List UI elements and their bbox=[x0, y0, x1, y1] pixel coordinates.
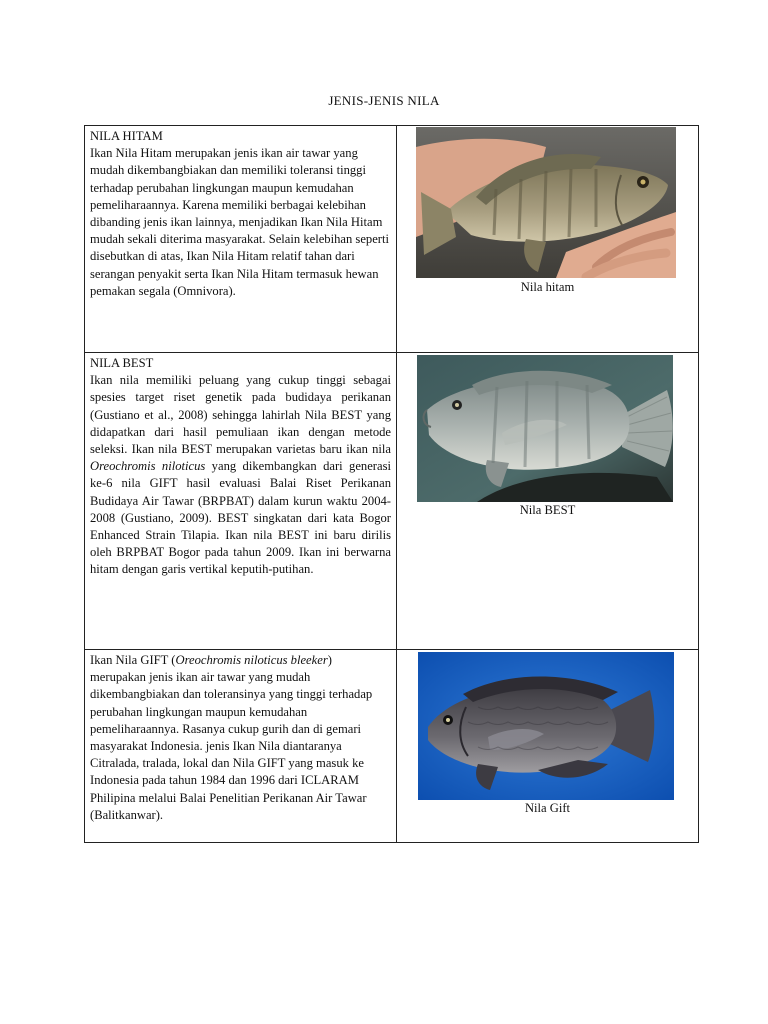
black-tilapia-photo-icon bbox=[416, 127, 676, 278]
photo-cell bbox=[397, 126, 699, 353]
description-cell bbox=[85, 353, 397, 650]
photo-caption: Nila Gift bbox=[524, 801, 571, 815]
tilapia-types-table bbox=[84, 125, 699, 843]
row-body bbox=[90, 372, 391, 578]
description-cell bbox=[85, 126, 397, 353]
document-title: JENIS-JENIS NILA bbox=[328, 93, 440, 108]
table-row bbox=[85, 353, 699, 650]
scientific-name: Oreochromis niloticus bbox=[90, 459, 206, 474]
table-row bbox=[85, 126, 699, 353]
body-text: Ikan nila memiliki peluang yang cukup tinggi sebagai spesies target riset genetik pada budidaya perikanan (Gustiano et al., 2008) sehingga lahirlah Nila BEST yang didapatkan dari hasil pemuliaan ikan dengan metode seleksi. Ikan nila BEST merupakan varietas baru ikan nila bbox=[90, 373, 391, 457]
row-heading: NILA HITAM bbox=[90, 129, 163, 143]
row-heading: NILA BEST bbox=[90, 356, 154, 370]
photo-cell bbox=[397, 650, 699, 843]
body-text: yang dikembangkan dari generasi ke-6 nila GIFT hasil evaluasi Balai Riset Perikanan Budidaya Air Tawar (BRPBAT) dalam kurun waktu 2004-2008 (Gustiano, 2009). BEST singkatan dari kata Bogor Enhanced Strain Tilapia. Ikan nila BEST ini baru dirilis oleh BRPBAT Bogor pada tahun 2009. Ikan ini berwarna hitam dengan garis vertikal keputih-putihan. bbox=[90, 459, 391, 577]
gift-tilapia-photo-icon bbox=[418, 652, 674, 800]
photo-caption: Nila BEST bbox=[519, 503, 576, 517]
body-text: Ikan Nila GIFT ( bbox=[90, 653, 176, 667]
row-body bbox=[90, 652, 391, 824]
photo-caption: Nila hitam bbox=[520, 280, 575, 294]
scientific-name: Oreochromis niloticus bleeker bbox=[175, 653, 328, 667]
body-text: ) merupakan jenis ikan air tawar yang mudah dikembangbiakan dan toleransinya yang tinggi terhadap perubahan lingkungan maupun kemudahan pemeliharaannya. Rasanya cukup gurih dan di gemari masyarakat Indonesia. jenis Ikan Nila diantaranya Citralada, tralada, lokal dan Nila GIFT yang masuk ke Indonesia pada tahun 1984 dan 1996 dari ICLARAM Philipina melalui Balai Penelitian Perikanan Air Tawar (Balitkanwar). bbox=[90, 653, 373, 822]
table-row bbox=[85, 650, 699, 843]
description-cell bbox=[85, 650, 397, 843]
photo-cell bbox=[397, 353, 699, 650]
best-tilapia-photo-icon bbox=[417, 355, 673, 502]
row-body: Ikan Nila Hitam merupakan jenis ikan air tawar yang mudah dikembangbiakan dan memiliki toleransi tinggi terhadap perubahan lingkungan maupun kemudahan pemeliharaannya. Karena memiliki berbagai kelebihan dibanding jenis ikan lainnya, menjadikan Ikan Nila Hitam mudah sekali diterima masyarakat. Selain kelebihan seperti disebutkan di atas, Ikan Nila Hitam relatif tahan dari serangan penyakit serta Ikan Nila Hitam termasuk hewan pemakan segala (Omnivora). bbox=[90, 146, 389, 298]
